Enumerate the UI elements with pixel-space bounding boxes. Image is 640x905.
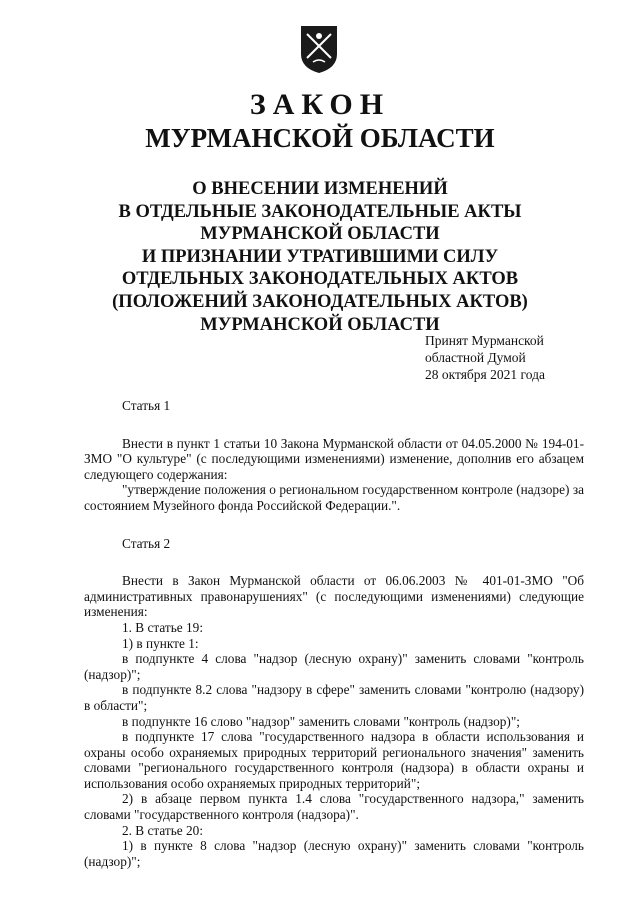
article-2-paragraph: 2. В статье 20:: [122, 822, 204, 838]
subject-line: О ВНЕСЕНИИ ИЗМЕНЕНИЙ: [192, 179, 448, 199]
article-2-paragraph: в подпункте 16 слово "надзор" заменить словами "контроль (надзор)";: [122, 713, 520, 729]
article-1-paragraph: "утверждение положения о региональном государственном контроле (надзоре) за состоянием Музейного фонда Российской Федерации.".: [84, 482, 584, 513]
article-2-heading: Статья 2: [122, 535, 171, 551]
adoption-date: 28 октября 2021 года: [425, 367, 545, 382]
article-2-paragraph: в подпункте 8.2 слова "надзору в сфере" заменить словами "контролю (надзору) в области";: [84, 682, 584, 713]
article-2-paragraph: в подпункте 17 слова "государственного надзора в области использования и охраны особо охраняемых природных территорий регионального значения" заменить словами "регионального государственного контроля (надзора) в области охраны и использования особо охраняемых природных территорий";: [84, 729, 584, 791]
adoption-info: [425, 332, 605, 383]
subject-line: МУРМАНСКОЙ ОБЛАСТИ: [200, 314, 440, 335]
law-body: [84, 398, 584, 869]
subject-line: (ПОЛОЖЕНИЙ ЗАКОНОДАТЕЛЬНЫХ АКТОВ): [112, 291, 528, 312]
law-title: ЗАКОН: [249, 88, 391, 121]
article-2-paragraph: 2) в абзаце первом пункта 1.4 слова "государственного надзора," заменить словами "государственного контроля (надзора)".: [84, 791, 584, 823]
article-2-paragraph: 1) в пункте 1:: [122, 635, 199, 651]
subject-line: ОТДЕЛЬНЫХ ЗАКОНОДАТЕЛЬНЫХ АКТОВ: [121, 269, 519, 290]
adoption-line: Принят Мурманской: [425, 333, 544, 348]
article-1-paragraph: Внести в пункт 1 статьи 10 Закона Мурманской области от 04.05.2000 № 194-01-ЗМО "О культуре" (с последующими изменениями) изменение, дополнив его абзацем следующего содержания:: [84, 435, 584, 482]
article-2-paragraph: в подпункте 4 слова "надзор (лесную охрану)" заменить словами "контроль (надзор)";: [84, 651, 584, 682]
adoption-line: областной Думой: [425, 350, 526, 365]
subject-line: В ОТДЕЛЬНЫЕ ЗАКОНОДАТЕЛЬНЫЕ АКТЫ: [118, 201, 522, 222]
article-2-paragraph: 1. В статье 19:: [122, 619, 204, 635]
law-region: МУРМАНСКОЙ ОБЛАСТИ: [145, 123, 495, 153]
article-2-paragraph: 1) в пункте 8 слова "надзор (лесную охрану)" заменить словами "контроль (надзор)";: [84, 838, 584, 869]
coat-of-arms-emblem: [299, 24, 339, 74]
law-subject: [0, 178, 640, 336]
article-2-paragraph: Внести в Закон Мурманской области от 06.06.2003 № 401-01-ЗМО "Об административных правонарушениях" (с последующими изменениями) следующие изменения:: [84, 573, 584, 620]
subject-line: И ПРИЗНАНИИ УТРАТИВШИМИ СИЛУ: [141, 246, 499, 267]
subject-line: МУРМАНСКОЙ ОБЛАСТИ: [200, 224, 440, 245]
article-1-heading: Статья 1: [122, 398, 171, 413]
